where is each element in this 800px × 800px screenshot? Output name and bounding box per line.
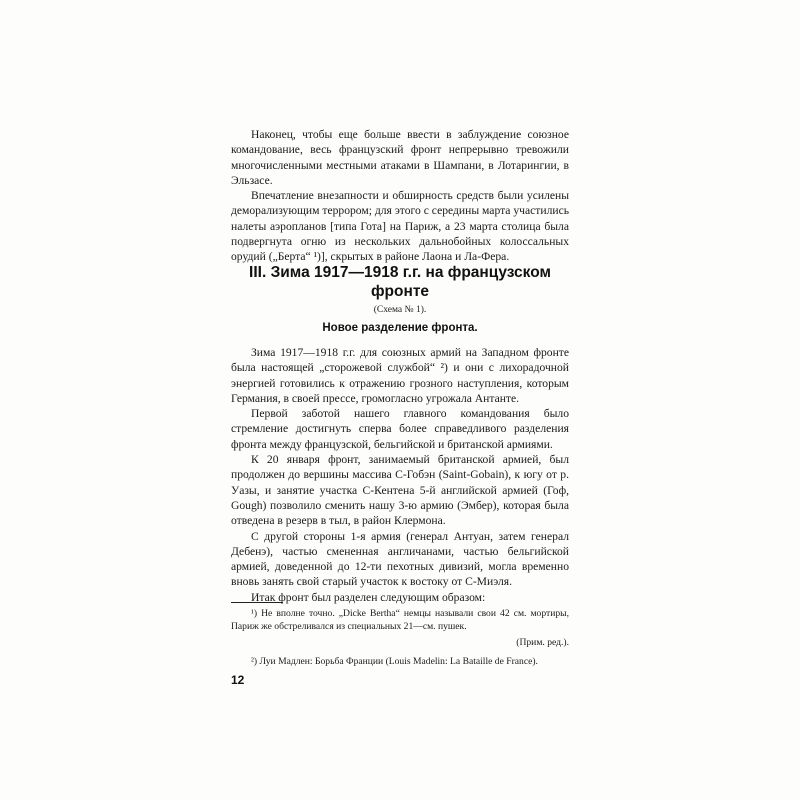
intro-paragraph-1: Наконец, чтобы еще больше ввести в заблуждение союзное командование, весь французский фронт непрерывно тревожили многочисленными местными атаками в Шампани, в Лотарингии, в Эльзасе. — [231, 128, 569, 187]
footnote-2: ²) Луи Мадлен: Борьба Франции (Louis Madelin: La Bataille de France). — [251, 656, 538, 667]
body-paragraph-5: Итак фронт был разделен следующим образом: — [251, 590, 486, 604]
footnote-divider — [231, 602, 283, 603]
body-paragraph-2: Первой заботой нашего главного командования было стремление достигнуть сперва более справедливого разделения фронта между французской, бельгийской и британской армиями. — [231, 407, 569, 451]
body-paragraph-4: С другой стороны 1-я армия (генерал Антуан, затем генерал Дебенэ), частью смененная англичанами, частью бельгийской армией, доведенной до 12-ти пехотных дивизий, могла временно вновь занять свой старый участок к востоку от С-Миэля. — [231, 529, 569, 589]
body-paragraph-3: К 20 января фронт, занимаемый британской армией, был продолжен до вершины массива С-Гобэн (Saint-Gobain), к югу от р. Уазы, и занятие участка С-Кентена 5-й английской армией (Гоф, Gough) позволило сменить нашу 3-ю армию (Эмбер), которая была отведена в резерв в тыл, в район Клермона. — [231, 453, 569, 528]
footnotes — [231, 608, 569, 669]
scheme-note: (Схема № 1). — [373, 305, 427, 315]
chapter-title: III. Зима 1917—1918 г.г. на французском фронте — [249, 264, 551, 300]
intro-text — [231, 127, 569, 265]
section-heading: Новое разделение фронта. — [322, 322, 478, 334]
footnote-1: ¹) Не вполне точно. „Dicke Bertha“ немцы называли свои 42 см. мортиры, Париж же обстреливался из специальных 21—см. пушек. — [231, 608, 569, 632]
body-paragraph-1: Зима 1917—1918 г.г. для союзных армий на Западном фронте была настоящей „сторожевой службой“ ²) и они с лихорадочной энергией готовились к отражению грозного наступления, которым Германия, в своей прессе, громогласно угрожала Антанте. — [231, 346, 569, 405]
page-number: 12 — [231, 673, 245, 687]
intro-paragraph-2: Впечатление внезапности и обширность средств были усилены деморализующим террором; для этого с середины марта участились налеты аэропланов [типа Гота] на Париж, а 23 марта столица была подвергнута огню из нескольких дальнобойных колоссальных орудий („Берта“ ¹)], скрытых в районе Лаона и Ла-Фера. — [231, 189, 569, 264]
footnote-1-sign: (Прим. ред.). — [516, 637, 569, 648]
body-text — [231, 345, 569, 605]
